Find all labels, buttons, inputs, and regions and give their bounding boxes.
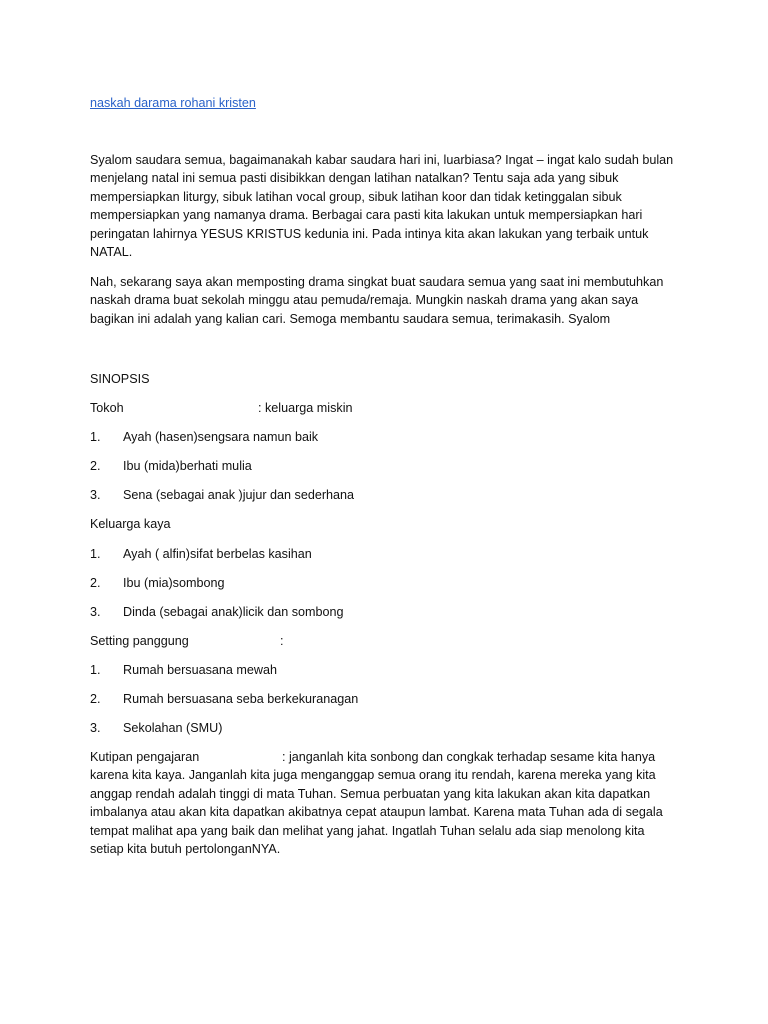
setting-label: Setting panggung bbox=[90, 634, 189, 648]
list-text: Sena (sebagai anak )jujur dan sederhana bbox=[123, 488, 355, 502]
tokoh-line bbox=[90, 399, 353, 417]
list-item bbox=[90, 661, 277, 679]
list-text: Rumah bersuasana mewah bbox=[123, 663, 278, 677]
list-number: 1. bbox=[90, 547, 101, 561]
tokoh-label: Tokoh bbox=[90, 401, 124, 415]
title-link[interactable]: naskah darama rohani kristen bbox=[90, 96, 256, 110]
list-item bbox=[90, 428, 318, 446]
tokoh-value: : keluarga miskin bbox=[258, 401, 353, 415]
list-item bbox=[90, 545, 312, 563]
sinopsis-heading: SINOPSIS bbox=[90, 372, 150, 386]
list-text: Dinda (sebagai anak)licik dan sombong bbox=[123, 605, 344, 619]
list-number: 1. bbox=[90, 663, 101, 677]
list-item bbox=[90, 574, 225, 592]
list-number: 2. bbox=[90, 692, 101, 706]
setting-line bbox=[90, 632, 284, 650]
list-item bbox=[90, 603, 344, 621]
list-item bbox=[90, 719, 222, 737]
list-number: 3. bbox=[90, 721, 101, 735]
kutipan-label: Kutipan pengajaran bbox=[90, 750, 200, 764]
list-item bbox=[90, 690, 358, 708]
list-text: Sekolahan (SMU) bbox=[123, 721, 223, 735]
keluarga-kaya-label: Keluarga kaya bbox=[90, 517, 171, 531]
list-number: 2. bbox=[90, 576, 101, 590]
list-number: 2. bbox=[90, 459, 101, 473]
list-number: 1. bbox=[90, 430, 101, 444]
list-text: Ibu (mia)sombong bbox=[123, 576, 225, 590]
setting-colon: : bbox=[280, 634, 284, 648]
list-number: 3. bbox=[90, 605, 101, 619]
intro-paragraph: Syalom saudara semua, bagaimanakah kabar saudara hari ini, luarbiasa? Ingat – ingat kalo sudah bulan menjelang natal ini semua pasti disibikkan dengan latihan natalkan? Tentu saja ada yang sibuk mempersiapkan liturgy, sibuk latihan vocal group, sibuk latihan koor dan tidak ketinggalan sibuk mempersiapkan yang namanya drama. Berbagai cara pasti kita lakukan untuk mempersiapkan hari peringatan lahirnya YESUS KRISTUS kedunia ini. Pada intinya kita akan lakukan yang terbaik untuk NATAL. bbox=[90, 153, 674, 260]
second-paragraph: Nah, sekarang saya akan memposting drama singkat buat saudara semua yang saat ini membutuhkan naskah drama buat sekolah minggu atau pemuda/remaja. Mungkin naskah drama yang akan saya bagikan ini adalah yang kalian cari. Semoga membantu saudara semua, terimakasih. Syalom bbox=[90, 275, 664, 326]
list-text: Ayah (hasen)sengsara namun baik bbox=[123, 430, 319, 444]
list-text: Ibu (mida)berhati mulia bbox=[123, 459, 252, 473]
list-text: Ayah ( alfin)sifat berbelas kasihan bbox=[123, 547, 312, 561]
list-text: Rumah bersuasana seba berkekuranagan bbox=[123, 692, 359, 706]
list-number: 3. bbox=[90, 488, 101, 502]
list-item bbox=[90, 457, 252, 475]
kutipan-text: : janganlah kita sonbong dan congkak terhadap sesame kita hanya karena kita kaya. Janganlah kita juga menganggap semua orang itu rendah, karena mereka yang kita anggap rendah adalah tinggi di mata Tuhan. Semua perbuatan yang kita lakukan akan kita dapatkan imbalanya atau akan kita dapatkan akibatnya cepat ataupun lambat. Karena mata Tuhan ada di segala tempat malihat apa yang baik dan melihat yang jahat. Ingatlah Tuhan selalu ada siap menolong kita setiap kita butuh pertolonganNYA. bbox=[90, 750, 663, 857]
list-item bbox=[90, 486, 354, 504]
kutipan-paragraph bbox=[90, 748, 680, 858]
